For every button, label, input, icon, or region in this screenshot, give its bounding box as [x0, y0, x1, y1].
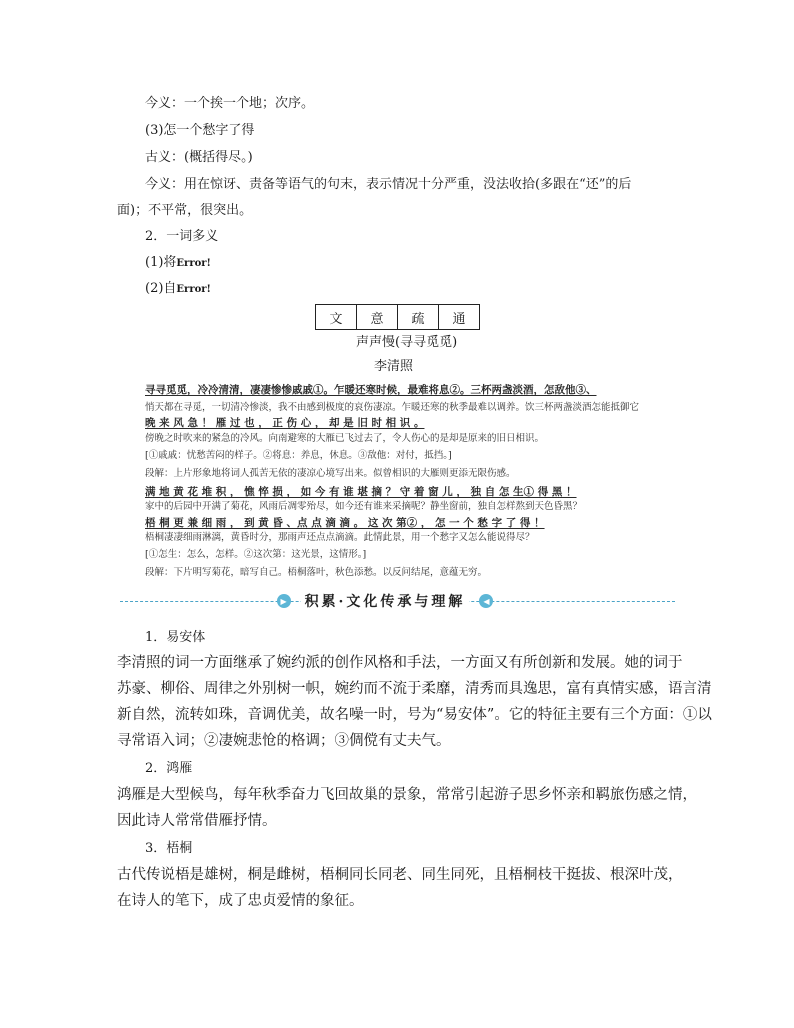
polysemy-item	[145, 256, 211, 269]
error-text: Error!	[176, 284, 211, 295]
poem-line: 寻寻觅觅，冷冷清清，凄凄惨惨戚戚①。乍暖还寒时候，最难将息②。三杯两盏淡酒，怎敌他③、	[145, 384, 597, 396]
polysemy-item	[145, 282, 211, 295]
section-heading: 2．鸿雁	[145, 761, 193, 776]
annotation: [①戚戚：忧愁苦闷的样子。②将息：养息，休息。③敌他：对付，抵挡。]	[145, 450, 452, 461]
poem-line: 梧 桐 更 兼 细 雨 ， 到 黄 昏 、点 点 滴 滴 。 这 次 第② ， 怎 一 个 愁 字 了 得 ！	[145, 517, 545, 529]
polysemy-label: (2)自	[145, 281, 177, 296]
body-line: 苏豪、柳俗、周律之外别树一帜，婉约而不流于柔靡，清秀而具逸思，富有真情实感，语言清	[117, 681, 712, 697]
title-table	[315, 304, 480, 330]
translation-line: 梧桐凄凄细雨淋漓，黄昏时分，那雨声还点点滴滴。此情此景，用一个愁字又怎么能说得尽？	[145, 532, 535, 543]
body-line: 在诗人的笔下，成了忠贞爱情的象征。	[117, 893, 364, 909]
meaning-line: 今义：一个挨一个地；次序。	[145, 96, 315, 111]
body-line: 寻常语入词；②凄婉悲怆的格调；③倜傥有丈夫气。	[117, 733, 451, 749]
poem-line: 满 地 黄 花 堆 积 ， 憔 悴 损 ， 如 今 有 谁 堪 摘 ？ 守 着 窗 儿 ， 独 自 怎 生① 得 黑 ！	[145, 486, 577, 498]
translation-line: 家中的后园中开满了菊花，风雨后凋零殆尽，如今还有谁来采摘呢？静坐窗前，独自怎样熬到天色昏黑？	[145, 501, 583, 512]
body-line: 新自然，流转如珠，音调优美，故名噪一时，号为“易安体”。它的特征主要有三个方面：①以	[117, 707, 712, 723]
section-heading: 2．一词多义	[145, 229, 219, 244]
table-cell: 通	[439, 305, 480, 330]
translation-line: 傍晚之时吹来的紧急的冷风。向南避寒的大雁已飞过去了，令人伤心的是却是原来的旧日相识。	[145, 433, 545, 444]
annotation: [①怎生：怎么，怎样。②这次第：这光景，这情形。]	[145, 549, 367, 560]
body-line: 古代传说梧是雄树，桐是雌树，梧桐同长同老、同生同死，且梧桐枝干挺拔、根深叶茂，	[117, 867, 683, 883]
poem-line: 晚 来 风 急 ！ 雁 过 也 ， 正 伤 心 ， 却 是 旧 时 相 识 。	[145, 417, 425, 429]
table-cell: 意	[357, 305, 398, 330]
error-text: Error!	[176, 258, 211, 269]
table-cell: 文	[316, 305, 357, 330]
meaning-line: 今义：用在惊讶、责备等语气的句末，表示情况十分严重，没法收拾(多跟在“还”的后	[145, 177, 632, 192]
paragraph-analysis: 段解：上片形象地将词人孤苦无依的凄凉心境写出来。似曾相识的大雁则更添无限伤感。	[145, 468, 516, 479]
body-line: 因此诗人常常借雁抒情。	[117, 813, 277, 829]
section-banner	[260, 589, 510, 613]
banner-title: 积累·文化传承与理解	[301, 591, 470, 611]
meaning-line: 古义：(概括得尽。)	[145, 150, 253, 165]
meaning-line: 面)；不平常，很突出。	[117, 203, 253, 218]
section-heading: 1．易安体	[145, 630, 206, 645]
item-heading: (3)怎一个愁字了得	[145, 123, 255, 138]
play-right-icon: ▶	[277, 594, 291, 608]
poem-title: 声声慢(寻寻觅觅)	[356, 335, 458, 350]
translation-line: 悄天都在寻觅，一切清冷惨淡，我不由感到极度的哀伤凄凉。乍暖还寒的秋季最难以调养。饮三杯两盏淡酒怎能抵御它	[145, 402, 640, 413]
paragraph-analysis: 段解：下片明写菊花，暗写自己。梧桐落叶，秋色添愁。以反问结尾，意蕴无穷。	[145, 567, 488, 578]
body-line: 李清照的词一方面继承了婉约派的创作风格和手法，一方面又有所创新和发展。她的词于	[117, 655, 683, 671]
table-cell: 疏	[398, 305, 439, 330]
poem-author: 李清照	[374, 359, 414, 374]
section-heading: 3．梧桐	[145, 841, 193, 856]
body-line: 鸿雁是大型候鸟，每年秋季奋力飞回故巢的景象，常常引起游子思乡怀亲和羁旅伤感之情，	[117, 787, 697, 803]
polysemy-label: (1)将	[145, 255, 177, 270]
play-left-icon: ◀	[479, 594, 493, 608]
